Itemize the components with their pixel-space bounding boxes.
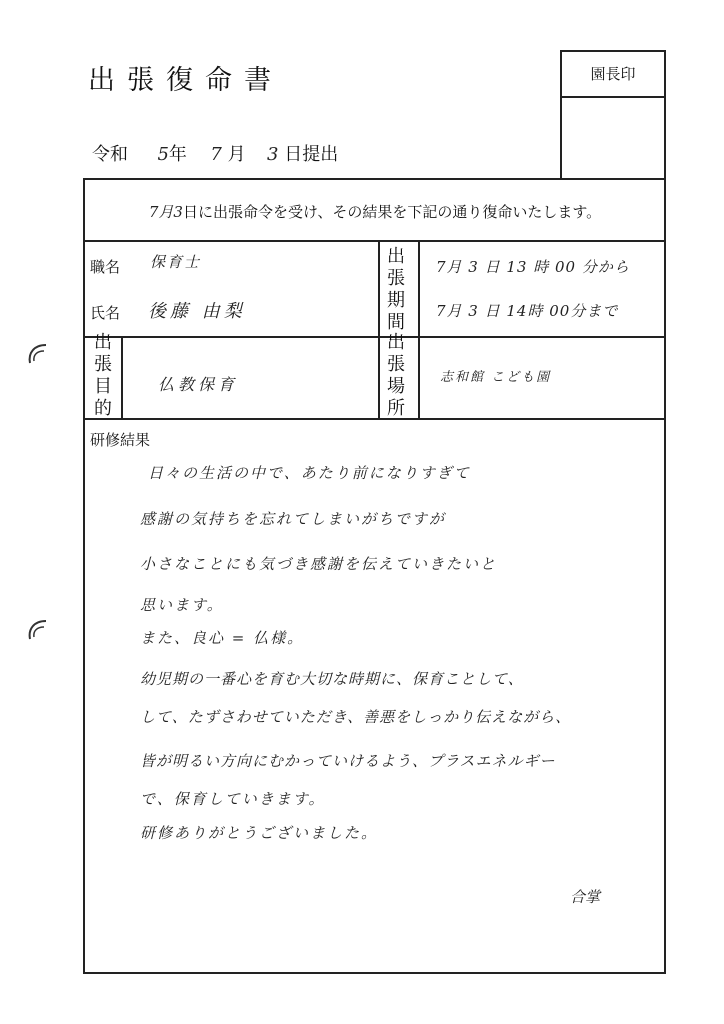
date-month-unit: 月 [227, 144, 246, 165]
purpose-label-char: 張 [94, 354, 112, 375]
punch-hole-mark-icon [24, 336, 52, 376]
notice-text [86, 201, 664, 222]
place-label-char: 場 [387, 376, 405, 397]
notice-printed-text: 日に出張命令を受け、その結果を下記の通り復命いたします。 [182, 203, 602, 221]
submission-date [92, 140, 338, 166]
principal-stamp-label: 園長印 [590, 65, 636, 83]
purpose-label-char: 出 [94, 332, 112, 353]
place-label-char: 張 [387, 354, 405, 375]
results-line: 小さなことにも気づき感謝を伝えていきたいと [140, 555, 498, 573]
results-line: で、保育していきます。 [140, 790, 326, 808]
period-label-char: 期 [387, 290, 405, 311]
results-line: 思います。 [140, 596, 224, 614]
date-year: 5 [157, 144, 169, 165]
results-line: 幼児期の一番心を育む大切な時期に、保育ことして、 [140, 670, 524, 688]
stamp-column-right-border [664, 98, 666, 178]
name-value: 後藤 由梨 [148, 301, 246, 322]
results-line: 皆が明るい方向にむかっていけるよう、プラスエネルギー [140, 752, 556, 770]
date-year-unit: 年 [168, 144, 187, 165]
date-day: 3 [267, 144, 279, 165]
form-col-divider-2 [418, 240, 420, 420]
form-divider-notice [85, 240, 664, 242]
stamp-column-left-border [560, 98, 562, 178]
notice-handwritten-date: 7月3 [148, 203, 183, 221]
period-from: 7月 3 日 13 時 00 分から [436, 258, 630, 276]
period-label-char: 間 [387, 312, 405, 333]
place-label-char: 出 [387, 332, 405, 353]
date-era: 令和 [92, 144, 128, 165]
results-label: 研修結果 [90, 431, 151, 449]
job-value: 保育士 [150, 253, 202, 271]
period-to: 7月 3 日 14時 00分まで [436, 302, 619, 320]
form-divider-purpose [85, 418, 664, 420]
results-line: して、たずさわせていただき、善悪をしっかり伝えながら、 [140, 708, 572, 726]
results-line: 感謝の気持ちを忘れてしまいがちですが [140, 510, 446, 528]
period-label-char: 出 [387, 246, 405, 267]
period-label [385, 246, 407, 334]
purpose-label-char: 的 [94, 398, 112, 419]
job-label: 職名 [90, 258, 121, 276]
form-divider-period [85, 336, 664, 338]
document-title: 出張復命書 [88, 65, 283, 96]
name-label: 氏名 [90, 304, 121, 322]
results-line: 日々の生活の中で、あたり前になりすぎて [148, 464, 471, 482]
form-col-divider-1 [378, 240, 380, 420]
purpose-label [92, 332, 114, 420]
closing-text: 合掌 [570, 888, 601, 906]
results-line: 研修ありがとうございました。 [140, 824, 379, 842]
date-day-unit: 日提出 [284, 144, 339, 165]
period-label-char: 張 [387, 268, 405, 289]
purpose-label-char: 目 [94, 376, 112, 397]
place-label [385, 332, 407, 420]
results-line: また、良心 = 仏様。 [140, 629, 305, 647]
form-col-divider-purpose [121, 336, 123, 420]
principal-stamp-box [560, 50, 666, 98]
date-month: 7 [210, 144, 222, 165]
place-label-char: 所 [387, 398, 405, 419]
purpose-value: 仏教保育 [158, 375, 239, 394]
place-value: 志和館 こども園 [440, 370, 552, 385]
punch-hole-mark-icon [24, 612, 52, 652]
